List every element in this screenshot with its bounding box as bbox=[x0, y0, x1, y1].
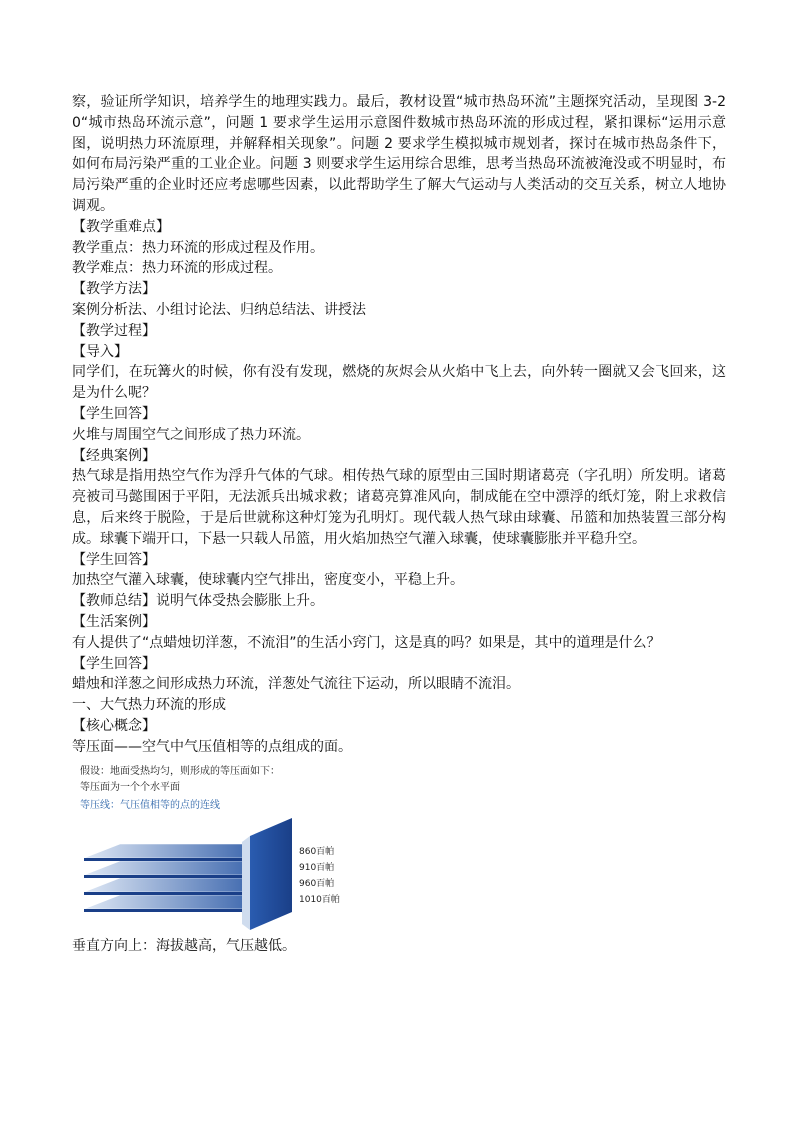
isobaric-surface-figure bbox=[72, 760, 344, 930]
heading-core-concept: 【核心概念】 bbox=[72, 717, 156, 734]
student-answer-3: 蜡烛和洋葱之间形成热力环流，洋葱处气流往下运动，所以眼睛不流泪。 bbox=[72, 676, 520, 693]
plane-edge-4 bbox=[84, 909, 250, 912]
paragraph-intro: 察，验证所学知识，培养学生的地理实践力。最后，教材设置“城市热岛环流”主题探究活动，呈现图 3-20“城市热岛环流示意”，问题 1 要求学生运用示意图件数城市热岛环流的形成过程，紧扣课标“运用示意图，说明热力环流原理，并解释相关现象”。问题 2 要求学生模拟城市规划者，探讨在城市热岛条件下，如何布局污染严重的工业企业。问题 3 则要求学生运用综合思维，思考当热岛环流被淹没或不明显时，布局污染严重的企业时还应考虑哪些因素，以此帮助学生了解大气运动与人类活动的交互关系，树立人地协调观。 bbox=[72, 94, 726, 214]
methods-text: 案例分析法、小组讨论法、归纳总结法、讲授法 bbox=[72, 301, 366, 318]
teaching-focus: 教学重点：热力环流的形成过程及作用。 bbox=[72, 239, 324, 256]
heading-methods: 【教学方法】 bbox=[72, 281, 156, 298]
vertical-pressure-rule: 垂直方向上：海拔越高，气压越低。 bbox=[72, 937, 296, 954]
plane-edge-1 bbox=[84, 858, 250, 861]
heading-life-case: 【生活案例】 bbox=[72, 613, 156, 630]
heading-student-answer-1: 【学生回答】 bbox=[72, 405, 156, 422]
vertical-wall bbox=[250, 818, 292, 930]
figure-caption-assumption: 假设：地面受热均匀，则形成的等压面如下： bbox=[80, 765, 280, 777]
teaching-difficulty: 教学难点：热力环流的形成过程。 bbox=[72, 260, 282, 277]
pressure-label-910: 910百帕 bbox=[299, 862, 335, 873]
heading-classic-case: 【经典案例】 bbox=[72, 447, 156, 464]
heading-key-points: 【教学重难点】 bbox=[72, 218, 170, 235]
section-title-1: 一、大气热力环流的形成 bbox=[72, 697, 226, 714]
pressure-label-1010: 1010百帕 bbox=[299, 894, 340, 905]
student-answer-2: 加热空气灌入球囊，使球囊内空气排出，密度变小，平稳上升。 bbox=[72, 572, 464, 589]
isobaric-definition: 等压面——空气中气压值相等的点组成的面。 bbox=[72, 738, 352, 755]
heading-intro: 【导入】 bbox=[72, 343, 128, 360]
pressure-label-960: 960百帕 bbox=[299, 878, 335, 889]
plane-edge-3 bbox=[84, 892, 250, 895]
classic-case-text: 热气球是指用热空气作为浮升气体的气球。相传热气球的原型由三国时期诸葛亮（字孔明）所发明。诸葛亮被司马懿围困于平阳，无法派兵出城求救；诸葛亮算准风向，制成能在空中漂浮的纸灯笼，附上求救信息，后来终于脱险，于是后世就称这种灯笼为孔明灯。现代载人热气球由球囊、吊篮和加热装置三部分构成。球囊下端开口，下悬一只载人吊篮，用火焰加热空气灌入球囊，使球囊膨胀并平稳升空。 bbox=[72, 468, 726, 547]
pressure-label-860: 860百帕 bbox=[299, 846, 335, 857]
plane-edge-2 bbox=[84, 875, 250, 878]
intro-question: 同学们，在玩篝火的时候，你有没有发现，燃烧的灰烬会从火焰中飞上去，向外转一圈就又会飞回来，这是为什么呢？ bbox=[72, 364, 726, 402]
heading-student-answer-2: 【学生回答】 bbox=[72, 551, 156, 568]
student-answer-1: 火堆与周围空气之间形成了热力环流。 bbox=[72, 426, 310, 443]
figure-caption-isobar: 等压线：气压值相等的点的连线 bbox=[80, 799, 220, 811]
teacher-summary: 【教师总结】说明气体受热会膨胀上升。 bbox=[72, 593, 324, 610]
vertical-wall-front bbox=[242, 836, 250, 930]
figure-caption-horizontal: 等压面为一个个水平面 bbox=[80, 781, 180, 793]
heading-student-answer-3: 【学生回答】 bbox=[72, 655, 156, 672]
heading-process: 【教学过程】 bbox=[72, 322, 156, 339]
life-case-text: 有人提供了“点蜡烛切洋葱，不流泪”的生活小窍门，这是真的吗？如果是，其中的道理是什么？ bbox=[72, 634, 661, 651]
document-body bbox=[72, 92, 726, 956]
